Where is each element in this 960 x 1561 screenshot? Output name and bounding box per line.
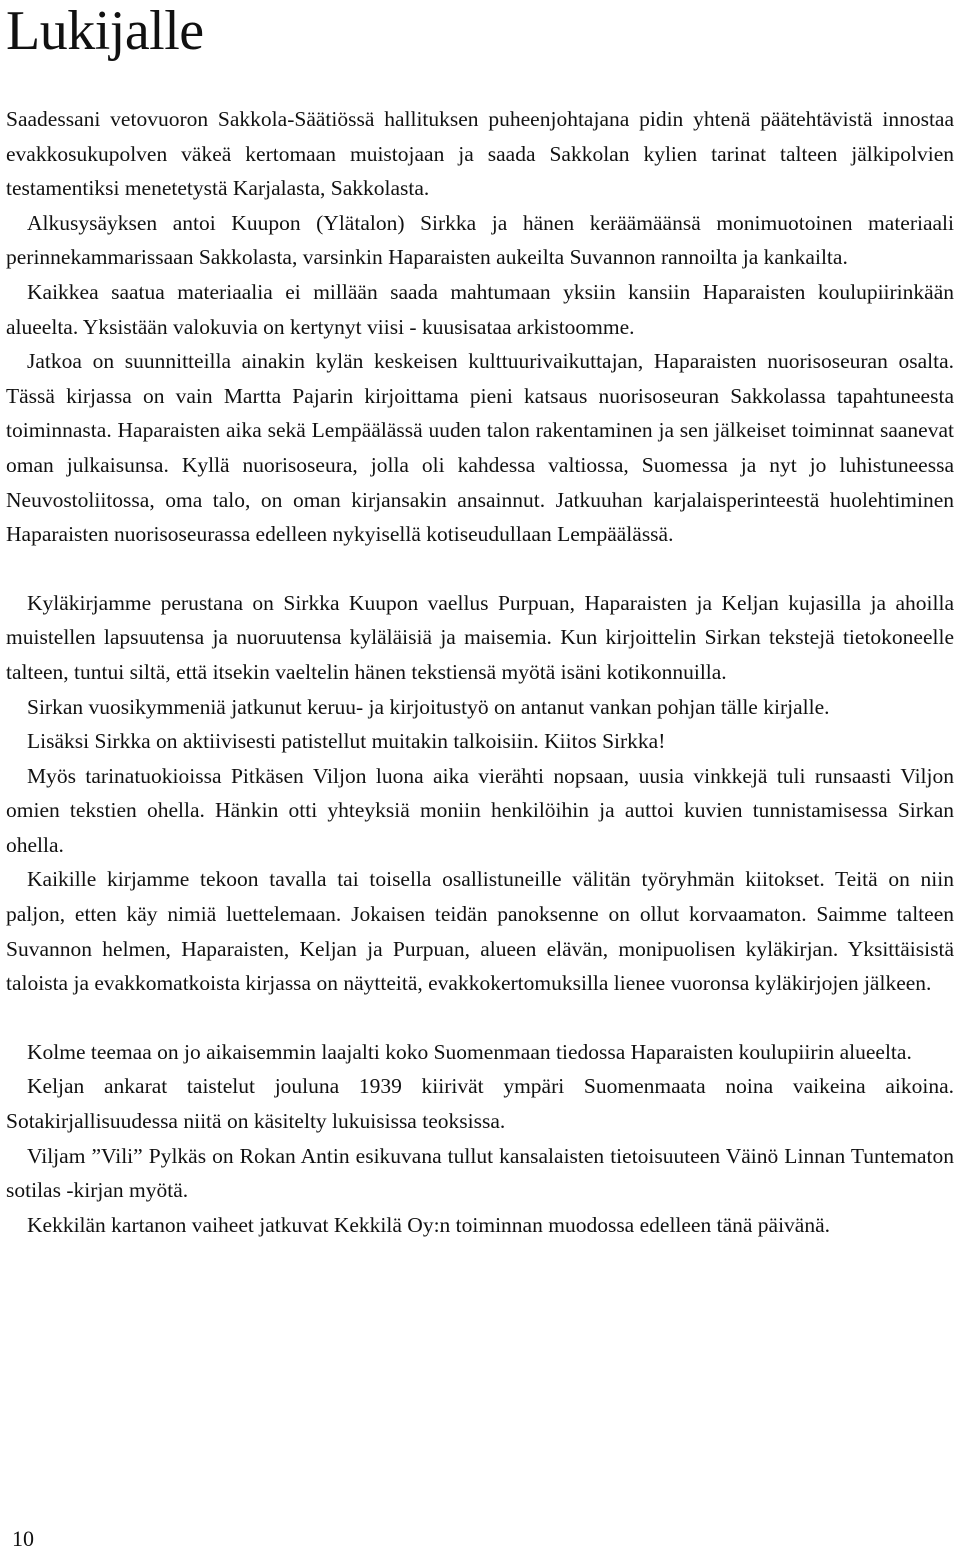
paragraph: Viljam ”Vili” Pylkäs on Rokan Antin esikuvana tullut kansalaisten tietoisuuteen Väinö Linnan Tuntematon sotilas -kirjan myötä.	[6, 1143, 954, 1203]
page-number: 10	[12, 1526, 34, 1551]
paragraph: Kaikille kirjamme tekoon tavalla tai toisella osallistuneille välitän työryhmän kiitokset. Teitä on niin paljon, etten käy nimiä luettelemaan. Jokaisen teidän panoksenne on ollut korvaamaton. Saimme talteen Suvannon helmen, Haparaisten, Keljan ja Purpuan, alueen elävän, monipuolisen kyläkirjan. Yksittäisistä taloista ja evakkomatkoista kirjassa on näytteitä, evakkokertomuksilla lienee vuoronsa kyläkirjojen jälkeen.	[6, 867, 954, 996]
text-section	[6, 102, 954, 552]
document-page	[6, 0, 954, 1242]
page-title: Lukijalle	[6, 0, 204, 62]
paragraph: Alkusysäyksen antoi Kuupon (Ylätalon) Sirkka ja hänen keräämäänsä monimuotoinen materiaali perinnekammarissaan Sakkolasta, varsinkin Haparaisten aukeilta Suvannon rannoilta ja kankailta.	[6, 210, 954, 270]
paragraph: Lisäksi Sirkka on aktiivisesti patistellut muitakin talkoisiin. Kiitos Sirkka!	[27, 729, 666, 754]
paragraph: Sirkan vuosikymmeniä jatkunut keruu- ja kirjoitustyö on antanut vankan pohjan tälle kirjalle.	[27, 694, 830, 719]
paragraph: Kolme teemaa on jo aikaisemmin laajalti koko Suomenmaan tiedossa Haparaisten koulupiirin alueelta.	[27, 1039, 912, 1064]
body-text	[6, 102, 954, 1242]
text-section	[6, 1035, 954, 1243]
paragraph: Saadessani vetovuoron Sakkola-Säätiössä hallituksen puheenjohtajana pidin yhtenä päätehtävistä innostaa evakkosukupolven väkeä kertomaan muistojaan ja saada Sakkolan kylien tarinat talteen jälkipolvien testamentiksi menetetystä Karjalasta, Sakkolasta.	[6, 107, 954, 201]
text-section	[6, 586, 954, 1001]
paragraph: Myös tarinatuokioissa Pitkäsen Viljon luona aika vierähti nopsaan, uusia vinkkejä tuli runsaasti Viljon omien tekstien ohella. Hänkin otti yhteyksiä moniin henkilöihin ja auttoi kuvien tunnistamisessa Sirkan ohella.	[6, 763, 954, 857]
paragraph: Jatkoa on suunnitteilla ainakin kylän keskeisen kulttuurivaikuttajan, Haparaisten nuorisoseuran osalta. Tässä kirjassa on vain Martta Pajarin kirjoittama pieni katsaus nuorisoseuran Sakkolassa tapahtuneesta toiminnasta. Haparaisten aika sekä Lempäälässä uuden talon rakentaminen ja sen jälkeiset toiminnat saanevat oman julkaisunsa. Kyllä nuorisoseura, jolla oli kahdessa valtiossa, Suomessa ja nyt jo luhistuneessa Neuvostoliitossa, oma talo, on oman kirjansakin ansainnut. Jatkuuhan karjalaisperinteestä huolehtiminen Haparaisten nuorisoseurassa edelleen nykyisellä kotiseudullaan Lempäälässä.	[6, 349, 954, 547]
paragraph: Keljan ankarat taistelut jouluna 1939 kiirivät ympäri Suomenmaata noina vaikeina aikoina. Sotakirjallisuudessa niitä on käsitelty lukuisissa teoksissa.	[6, 1074, 954, 1134]
paragraph: Kyläkirjamme perustana on Sirkka Kuupon vaellus Purpuan, Haparaisten ja Keljan kujasilla ja ahoilla muistellen lapsuutensa ja nuoruutensa kyläläisiä ja maisemia. Kun kirjoittelin Sirkan tekstejä tietokoneelle talteen, tuntui siltä, että itsekin vaeltelin hänen tekstiensä myötä isäni kotikonnuilla.	[6, 590, 954, 684]
paragraph: Kaikkea saatua materiaalia ei millään saada mahtumaan yksiin kansiin Haparaisten koulupiirinkään alueelta. Yksistään valokuvia on kertynyt viisi - kuusisataa arkistoomme.	[6, 279, 954, 339]
paragraph: Kekkilän kartanon vaiheet jatkuvat Kekkilä Oy:n toiminnan muodossa edelleen tänä päivänä.	[27, 1212, 831, 1237]
